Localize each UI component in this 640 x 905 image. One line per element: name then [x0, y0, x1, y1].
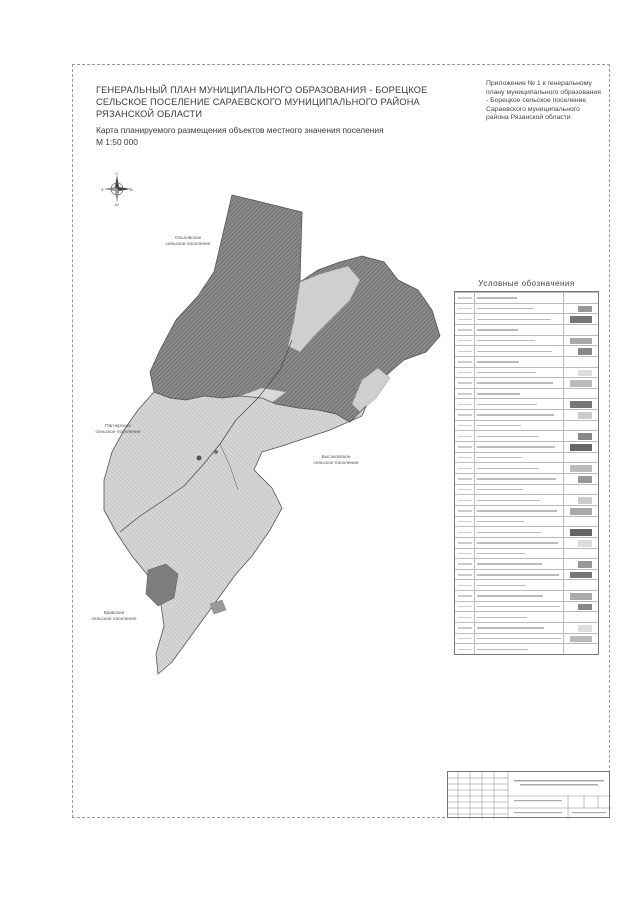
legend-row-code: [458, 382, 472, 383]
legend-row-text: [477, 319, 551, 320]
legend-row-code: [458, 329, 472, 330]
title-block-grid: [448, 772, 611, 819]
legend-row-text: [477, 436, 538, 437]
legend-row-code: [458, 446, 472, 447]
legend-row-code: [458, 436, 472, 437]
legend-swatch: [578, 476, 592, 483]
legend-swatch: [570, 316, 592, 323]
legend-row: [455, 643, 598, 655]
legend-row-text: [477, 489, 523, 490]
legend-row-code: [458, 319, 472, 320]
legend-swatch: [578, 412, 592, 419]
legend-swatch: [578, 561, 592, 568]
legend-swatch: [570, 529, 592, 536]
legend-row-code: [458, 351, 472, 352]
legend-row-code: [458, 574, 472, 575]
legend-swatch: [578, 540, 592, 547]
legend-column-divider: [563, 292, 564, 654]
legend-swatch: [578, 625, 592, 632]
legend-row-code: [458, 521, 472, 522]
legend-row-code: [458, 468, 472, 469]
legend-row-code: [458, 510, 472, 511]
legend-swatch: [578, 348, 592, 355]
legend-row-text: [477, 510, 557, 511]
legend-row-code: [458, 649, 472, 650]
legend-swatch: [578, 306, 592, 313]
legend-row-text: [477, 404, 537, 405]
legend-row-text: [477, 414, 554, 415]
map-title: ГЕНЕРАЛЬНЫЙ ПЛАН МУНИЦИПАЛЬНОГО ОБРАЗОВАНИЯ - БОРЕЦКОЕ СЕЛЬСКОЕ ПОСЕЛЕНИЕ САРАЕВСКОГО МУНИЦИПАЛЬНОГО РАЙОНА РЯЗАНСКОЙ ОБЛАСТИ: [96, 85, 428, 119]
legend-row-code: [458, 617, 472, 618]
legend-row-text: [477, 542, 558, 543]
map-scale: М 1:50 000: [96, 137, 138, 147]
legend-row-code: [458, 425, 472, 426]
legend: [454, 279, 599, 657]
legend-swatch: [570, 444, 592, 451]
legend-row-code: [458, 297, 472, 298]
neighbor-label-north: Ольховское сельское поселение: [165, 236, 211, 247]
neighbor-label-east: Высоковское сельское поселение: [313, 455, 359, 466]
legend-row-text: [477, 595, 543, 596]
legend-row-text: [477, 393, 520, 394]
legend-row-text: [477, 574, 559, 575]
legend-row-code: [458, 606, 472, 607]
legend-row-text: [477, 297, 517, 298]
legend-row-text: [477, 649, 528, 650]
legend-swatch: [570, 572, 592, 579]
legend-row-text: [477, 329, 518, 330]
legend-swatch: [570, 401, 592, 408]
title-block-stamp: [447, 771, 610, 818]
legend-swatch: [578, 370, 592, 377]
legend-row-code: [458, 340, 472, 341]
legend-swatch: [570, 338, 592, 345]
legend-row-text: [477, 532, 541, 533]
legend-row-code: [458, 585, 472, 586]
legend-row-text: [477, 500, 540, 501]
compass-west-label: З: [101, 187, 104, 192]
legend-title: Условные обозначения: [478, 279, 575, 288]
compass-north-label: С: [115, 172, 119, 176]
legend-swatch: [570, 380, 592, 387]
legend-row-code: [458, 478, 472, 479]
legend-row-text: [477, 446, 555, 447]
map-subtitle: Карта планируемого размещения объектов местного значения поселения: [96, 125, 384, 135]
legend-swatch: [578, 433, 592, 440]
legend-row-text: [477, 553, 525, 554]
legend-row-text: [477, 638, 561, 639]
legend-row-code: [458, 563, 472, 564]
legend-column-divider: [474, 292, 475, 654]
legend-row-code: [458, 542, 472, 543]
legend-row-text: [477, 468, 539, 469]
legend-row-code: [458, 414, 472, 415]
legend-row-text: [477, 382, 553, 383]
legend-swatch: [570, 508, 592, 515]
legend-row-code: [458, 361, 472, 362]
legend-row-code: [458, 532, 472, 533]
legend-row-code: [458, 457, 472, 458]
legend-row-text: [477, 351, 552, 352]
legend-row-text: [477, 521, 524, 522]
legend-row-code: [458, 372, 472, 373]
legend-row-code: [458, 489, 472, 490]
compass-south-label: Ю: [114, 202, 120, 206]
legend-swatch: [570, 636, 592, 643]
legend-swatch: [578, 604, 592, 611]
legend-row-text: [477, 627, 544, 628]
legend-row-code: [458, 404, 472, 405]
neighbor-label-southwest: Кривское сельское поселение: [91, 611, 137, 622]
legend-row-code: [458, 627, 472, 628]
forest-territory-north: [150, 195, 440, 422]
legend-row-text: [477, 457, 522, 458]
legend-row-code: [458, 553, 472, 554]
legend-row-code: [458, 500, 472, 501]
legend-row-text: [477, 563, 542, 564]
legend-row-text: [477, 308, 534, 309]
legend-row-text: [477, 372, 536, 373]
legend-row-text: [477, 340, 535, 341]
legend-row-text: [477, 617, 527, 618]
legend-swatch: [570, 593, 592, 600]
legend-row-code: [458, 393, 472, 394]
legend-row-text: [477, 606, 560, 607]
settlement-marker: [197, 456, 202, 461]
legend-row-text: [477, 425, 521, 426]
legend-table: [454, 291, 599, 655]
legend-row-text: [477, 478, 556, 479]
compass-east-label: В: [130, 187, 133, 192]
legend-row-text: [477, 361, 519, 362]
legend-swatch: [578, 497, 592, 504]
appendix-note: Приложение № 1 к генеральному плану муниципального образования - Борецкое сельское поселение Сараевского муниципального района Рязанской области: [486, 80, 601, 122]
legend-row-code: [458, 638, 472, 639]
neighbor-label-west: Пагнерское сельское поселение: [95, 424, 141, 435]
legend-row-text: [477, 585, 526, 586]
legend-swatch: [570, 465, 592, 472]
legend-row-code: [458, 308, 472, 309]
legend-row-code: [458, 595, 472, 596]
